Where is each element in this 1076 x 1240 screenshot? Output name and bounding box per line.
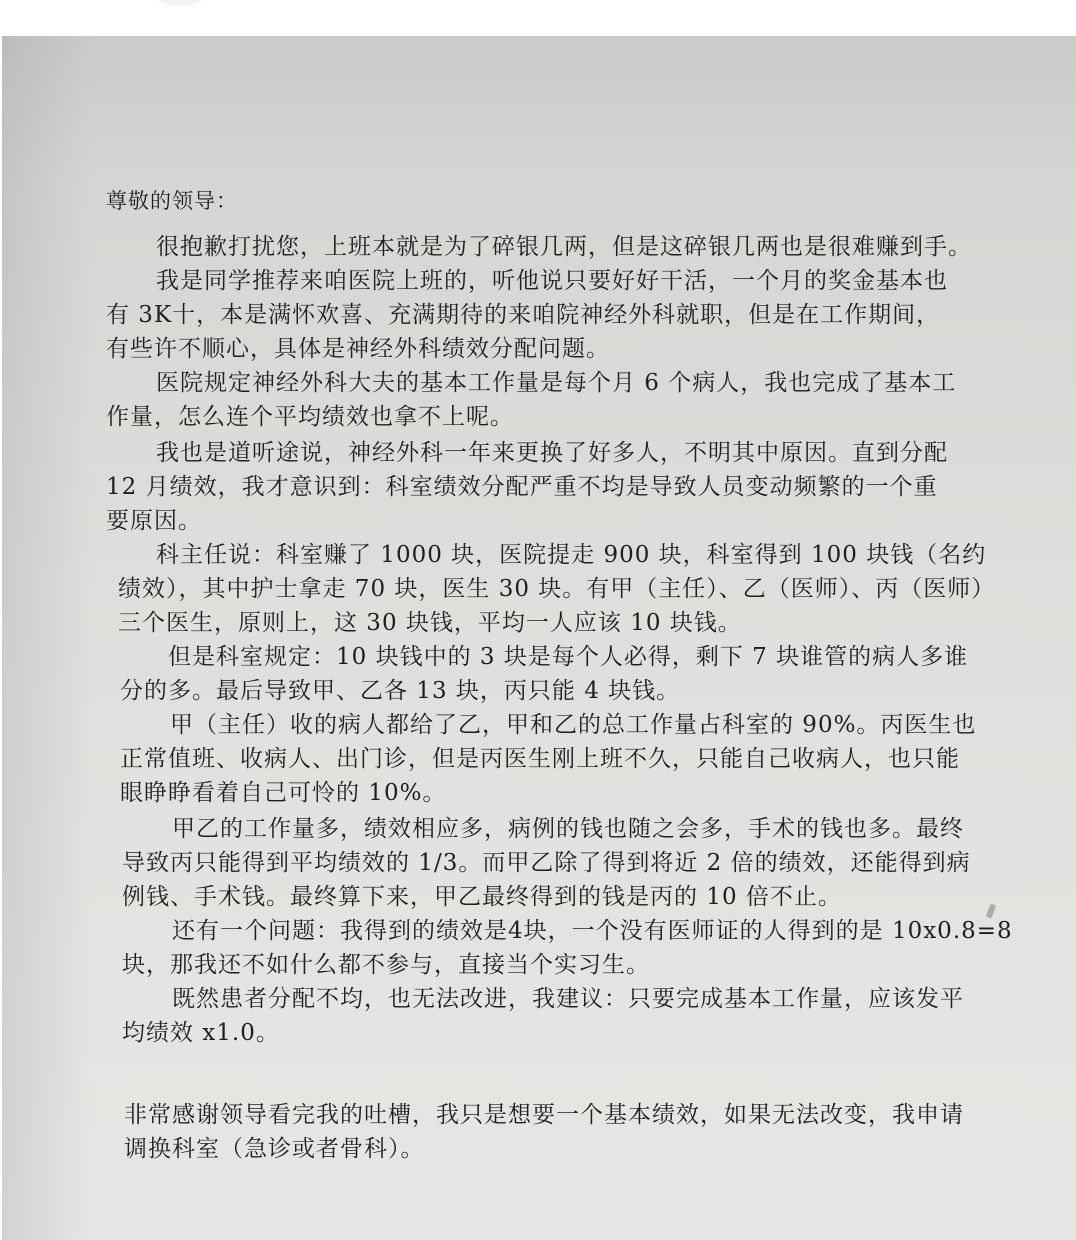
letter-closing-line: 非常感谢领导看完我的吐槽，我只是想要一个基本绩效，如果无法改变，我申请 (124, 1102, 964, 1128)
letter-line: 医院规定神经外科大夫的基本工作量是每个月 6 个病人，我也完成了基本工 (156, 370, 957, 396)
letter-line: 我也是道听途说，神经外科一年来更换了好多人，不明其中原因。直到分配 (156, 440, 948, 466)
letter-line: 但是科室规定：10 块钱中的 3 块是每个人必得，剩下 7 块谁管的病人多谁 (168, 644, 969, 670)
top-margin (0, 0, 1076, 36)
letter-line: 既然患者分配不均，也无法改进，我建议：只要完成基本工作量，应该发平 (172, 986, 964, 1012)
letter-line: 我是同学推荐来咱医院上班的，听他说只要好好干活，一个月的奖金基本也 (156, 268, 948, 294)
letter-line: 很抱歉打扰您，上班本就是为了碎银几两，但是这碎银几两也是很难赚到手。 (156, 234, 972, 260)
letter-line: 科主任说：科室赚了 1000 块，医院提走 900 块，科室得到 100 块钱（名约 (156, 542, 987, 568)
letter-line: 块，那我还不如什么都不参与，直接当个实习生。 (122, 952, 650, 978)
letter-line: 例钱、手术钱。最终算下来，甲乙最终得到的钱是丙的 10 倍不止。 (122, 884, 842, 910)
letter-line: 有 3K十，本是满怀欢喜、充满期待的来咱院神经外科就职，但是在工作期间， (106, 302, 941, 328)
letter-line: 三个医生，原则上，这 30 块钱，平均一人应该 10 块钱。 (118, 610, 742, 636)
letter-line: 有些许不顺心，具体是神经外科绩效分配问题。 (106, 336, 610, 362)
letter-line: 绩效），其中护士拿走 70 块，医生 30 块。有甲（主任）、乙（医师）、丙（医师） (118, 576, 996, 602)
letter-line: 甲（主任）收的病人都给了乙，甲和乙的总工作量占科室的 90%。丙医生也 (170, 712, 977, 738)
letter-line: 均绩效 x1.0。 (122, 1020, 280, 1046)
letter-line: 甲乙的工作量多，绩效相应多，病例的钱也随之会多，手术的钱也多。最终 (172, 816, 964, 842)
letter-salutation: 尊敬的领导： (106, 189, 238, 213)
letter-line: 要原因。 (106, 508, 202, 534)
paper-shadow (2, 36, 92, 1240)
letter-closing-line: 调换科室（急诊或者骨科）。 (124, 1136, 425, 1162)
letter-line: 眼睁睁看着自己可怜的 10%。 (120, 780, 447, 806)
letter-line: 12 月绩效，我才意识到：科室绩效分配严重不均是导致人员变动频繁的一个重 (106, 474, 938, 500)
letter-line: 导致丙只能得到平均绩效的 1/3。而甲乙除了得到将近 2 倍的绩效，还能得到病 (122, 850, 971, 876)
letter-line: 分的多。最后导致甲、乙各 13 块，丙只能 4 块钱。 (120, 678, 681, 704)
letter-line: 正常值班、收病人、出门诊，但是丙医生刚上班不久，只能自己收病人，也只能 (120, 746, 960, 772)
letter-line: 还有一个问题：我得到的绩效是4块，一个没有医师证的人得到的是 10x0.8=8 (172, 918, 1013, 944)
letter-line: 作量，怎么连个平均绩效也拿不上呢。 (106, 404, 514, 430)
top-edge-mark (150, 0, 210, 6)
